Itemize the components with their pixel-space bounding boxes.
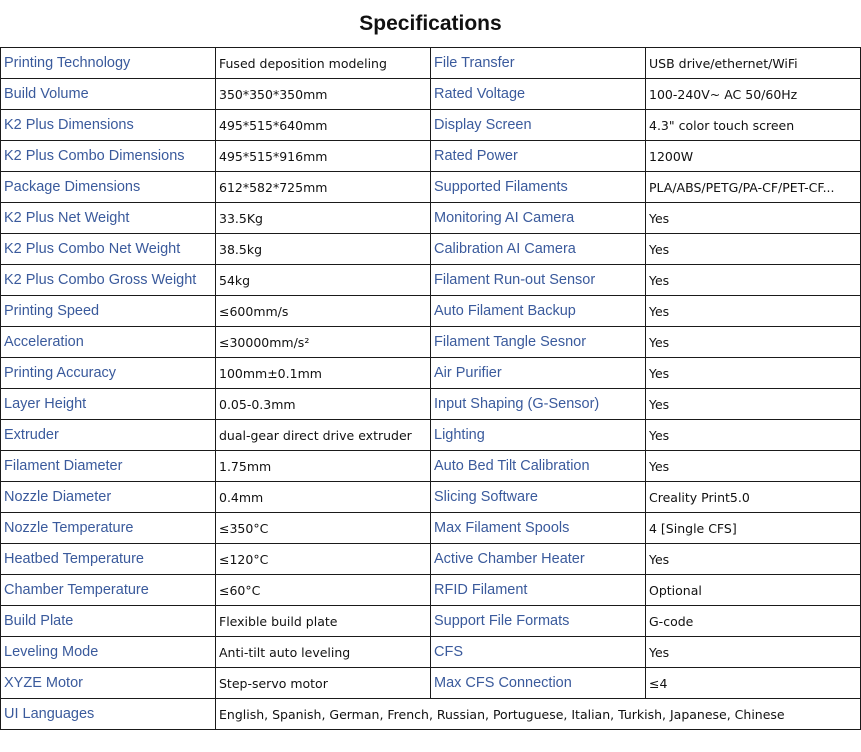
spec-label: Printing Technology [1,48,216,79]
spec-label: Auto Filament Backup [431,296,646,327]
table-row [1,699,861,730]
spec-label: Build Plate [1,606,216,637]
spec-label: Filament Diameter [1,451,216,482]
spec-value: ≤600mm/s [216,296,431,327]
table-row [1,575,861,606]
spec-label: Input Shaping (G-Sensor) [431,389,646,420]
spec-value: Yes [646,234,861,265]
spec-label: K2 Plus Combo Gross Weight [1,265,216,296]
spec-label: Extruder [1,420,216,451]
spec-label: Calibration AI Camera [431,234,646,265]
spec-value: ≤4 [646,668,861,699]
specifications-table [0,47,861,730]
table-row [1,637,861,668]
spec-value: 0.05-0.3mm [216,389,431,420]
spec-value: 612*582*725mm [216,172,431,203]
spec-label: Build Volume [1,79,216,110]
spec-value: 1200W [646,141,861,172]
table-row [1,606,861,637]
spec-label: K2 Plus Net Weight [1,203,216,234]
spec-value: Optional [646,575,861,606]
spec-value: Yes [646,327,861,358]
spec-label: Display Screen [431,110,646,141]
spec-label: K2 Plus Combo Dimensions [1,141,216,172]
table-row [1,79,861,110]
spec-value: USB drive/ethernet/WiFi [646,48,861,79]
spec-label: Nozzle Temperature [1,513,216,544]
spec-label: XYZE Motor [1,668,216,699]
spec-label: File Transfer [431,48,646,79]
spec-value: Yes [646,420,861,451]
spec-value: 33.5Kg [216,203,431,234]
table-row [1,389,861,420]
spec-value: 4 [Single CFS] [646,513,861,544]
table-row [1,327,861,358]
spec-value: ≤30000mm/s² [216,327,431,358]
spec-label: Package Dimensions [1,172,216,203]
spec-label: Max CFS Connection [431,668,646,699]
spec-label: Filament Tangle Sesnor [431,327,646,358]
table-row [1,482,861,513]
spec-label: Support File Formats [431,606,646,637]
spec-value: Yes [646,389,861,420]
spec-value: Yes [646,358,861,389]
spec-value: 100mm±0.1mm [216,358,431,389]
spec-label: Printing Accuracy [1,358,216,389]
spec-label: Rated Power [431,141,646,172]
spec-value: 1.75mm [216,451,431,482]
spec-value: Flexible build plate [216,606,431,637]
spec-value: Yes [646,203,861,234]
spec-label: Active Chamber Heater [431,544,646,575]
spec-label: Printing Speed [1,296,216,327]
spec-label: Layer Height [1,389,216,420]
spec-value: Yes [646,451,861,482]
spec-label: UI Languages [1,699,216,730]
spec-value: Yes [646,637,861,668]
table-row [1,141,861,172]
spec-label: CFS [431,637,646,668]
spec-value: dual-gear direct drive extruder [216,420,431,451]
spec-label: Auto Bed Tilt Calibration [431,451,646,482]
spec-label: Chamber Temperature [1,575,216,606]
spec-label: Acceleration [1,327,216,358]
specifications-table-body [1,48,861,730]
spec-label: Max Filament Spools [431,513,646,544]
table-row [1,234,861,265]
table-row [1,203,861,234]
spec-label: Nozzle Diameter [1,482,216,513]
spec-label: Leveling Mode [1,637,216,668]
spec-value: Creality Print5.0 [646,482,861,513]
table-row [1,265,861,296]
spec-label: Lighting [431,420,646,451]
spec-value: PLA/ABS/PETG/PA-CF/PET-CF... [646,172,861,203]
table-row [1,110,861,141]
spec-value: 4.3" color touch screen [646,110,861,141]
spec-value: Yes [646,265,861,296]
table-row [1,358,861,389]
spec-value: 350*350*350mm [216,79,431,110]
spec-value: ≤60°C [216,575,431,606]
spec-value: 495*515*640mm [216,110,431,141]
spec-value: Yes [646,544,861,575]
spec-value: Anti-tilt auto leveling [216,637,431,668]
spec-label: Rated Voltage [431,79,646,110]
spec-value: ≤120°C [216,544,431,575]
spec-label: K2 Plus Dimensions [1,110,216,141]
spec-value: 54kg [216,265,431,296]
spec-value: English, Spanish, German, French, Russian, Portuguese, Italian, Turkish, Japanese, Chinese [216,699,861,730]
page-title: Specifications [359,11,502,35]
spec-value: G-code [646,606,861,637]
spec-label: Supported Filaments [431,172,646,203]
table-row [1,48,861,79]
table-row [1,296,861,327]
spec-value: Fused deposition modeling [216,48,431,79]
spec-value: 100-240V~ AC 50/60Hz [646,79,861,110]
spec-value: 495*515*916mm [216,141,431,172]
table-row [1,451,861,482]
spec-label: Heatbed Temperature [1,544,216,575]
table-row [1,513,861,544]
table-row [1,420,861,451]
table-row [1,544,861,575]
spec-label: Monitoring AI Camera [431,203,646,234]
spec-label: Filament Run-out Sensor [431,265,646,296]
spec-label: Slicing Software [431,482,646,513]
spec-value: 38.5kg [216,234,431,265]
spec-value: ≤350°C [216,513,431,544]
table-row [1,172,861,203]
spec-label: Air Purifier [431,358,646,389]
spec-label: K2 Plus Combo Net Weight [1,234,216,265]
spec-value: Step-servo motor [216,668,431,699]
spec-value: 0.4mm [216,482,431,513]
spec-label: RFID Filament [431,575,646,606]
spec-value: Yes [646,296,861,327]
table-row [1,668,861,699]
